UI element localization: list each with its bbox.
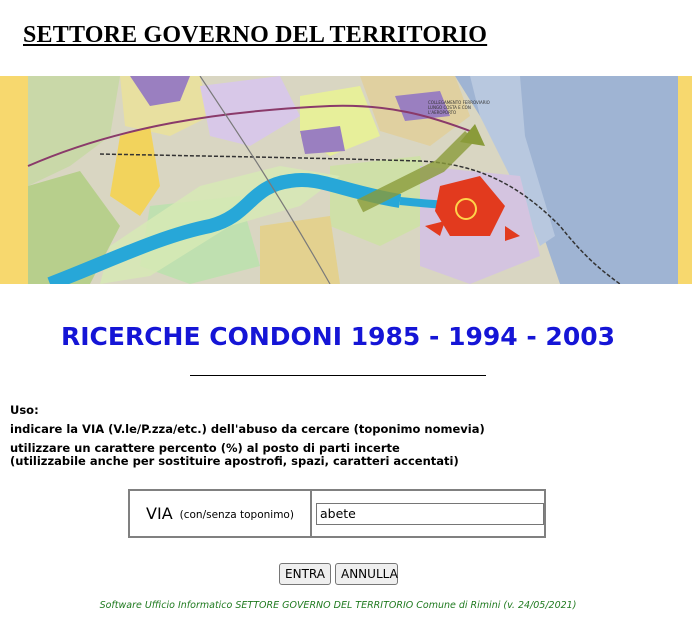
- via-label: VIA: [146, 504, 173, 523]
- via-sublabel: (con/senza toponimo): [179, 508, 294, 521]
- usage-instructions: [10, 404, 485, 468]
- usage-line-3: (utilizzabile anche per sostituire apostrofi, spazi, caratteri accentati): [10, 454, 459, 468]
- main-title: RICERCHE CONDONI 1985 - 1994 - 2003: [60, 322, 616, 351]
- svg-text:LUNGO COSTA E CON: LUNGO COSTA E CON: [428, 105, 471, 110]
- title-divider: [190, 375, 486, 376]
- via-input[interactable]: [316, 503, 544, 525]
- usage-heading: Uso:: [10, 403, 39, 417]
- usage-line-2: utilizzare un carattere percento (%) al posto di parti incerte: [10, 441, 400, 455]
- territory-map-banner: [0, 76, 692, 284]
- footer-credits: Software Ufficio Informatico SETTORE GOVERNO DEL TERRITORIO Comune di Rimini (v. 24/05/2021): [99, 600, 577, 611]
- via-input-cell: [312, 491, 544, 536]
- svg-text:COLLEGAMENTO FERROVIARIO: COLLEGAMENTO FERROVIARIO: [428, 100, 490, 105]
- via-label-cell: [130, 491, 312, 536]
- entra-button[interactable]: ENTRA: [279, 563, 331, 585]
- page-header-title: SETTORE GOVERNO DEL TERRITORIO: [23, 22, 488, 48]
- annulla-button[interactable]: ANNULLA: [335, 563, 398, 585]
- usage-line-1: indicare la VIA (V.le/P.zza/etc.) dell'abuso da cercare (toponimo nomevia): [10, 422, 485, 436]
- svg-text:L'AEROPORTO: L'AEROPORTO: [428, 110, 457, 115]
- search-form-table: [128, 489, 546, 538]
